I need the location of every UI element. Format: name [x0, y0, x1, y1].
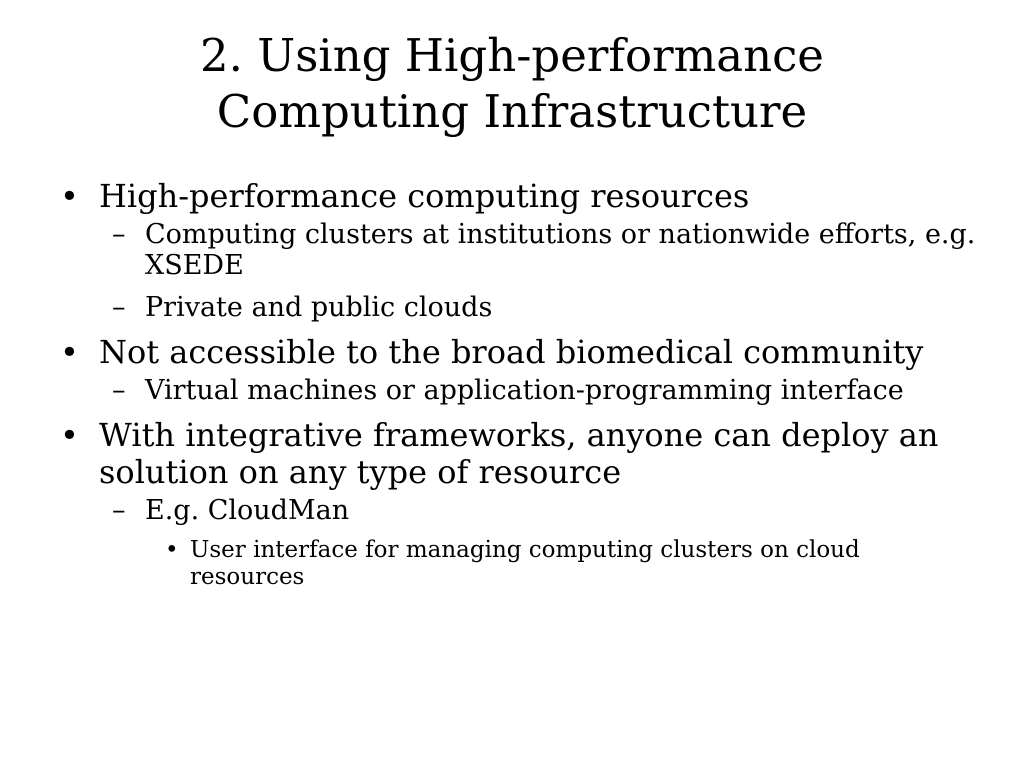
bullet-item-level-3 — [58, 537, 978, 591]
dash-icon: – — [112, 219, 126, 250]
bullet-icon: • — [60, 177, 79, 215]
bullet-icon: • — [60, 416, 79, 454]
bullet-item-level-2 — [58, 219, 978, 281]
slide-title-line-2: Computing Infrastructure — [216, 85, 808, 138]
bullet-item-level-1 — [58, 178, 978, 215]
dash-icon: – — [112, 495, 126, 526]
bullet-text: E.g. CloudMan — [145, 495, 350, 526]
bullet-text: Private and public clouds — [145, 292, 493, 323]
bullet-text: Computing clusters at institutions or nationwide efforts, e.g. XSEDE — [145, 219, 976, 281]
bullet-icon: • — [60, 333, 79, 371]
dash-icon: – — [112, 292, 126, 323]
bullet-icon: • — [165, 537, 179, 563]
bullet-item-level-2 — [58, 495, 978, 526]
slide-title-line-1: 2. Using High-performance — [200, 29, 824, 82]
bullet-text: With integrative frameworks, anyone can deploy an solution on any type of resource — [99, 416, 939, 491]
bullet-text: Virtual machines or application-programming interface — [145, 375, 904, 406]
dash-icon: – — [112, 375, 126, 406]
slide-title — [60, 28, 964, 140]
bullet-text: User interface for managing computing clusters on cloud resources — [190, 537, 860, 590]
slide-body — [58, 178, 978, 597]
bullet-item-level-1 — [58, 334, 978, 371]
bullet-text: High-performance computing resources — [99, 177, 750, 215]
bullet-text: Not accessible to the broad biomedical community — [99, 333, 924, 371]
bullet-item-level-1 — [58, 417, 978, 491]
bullet-item-level-2 — [58, 292, 978, 323]
bullet-item-level-2 — [58, 375, 978, 406]
